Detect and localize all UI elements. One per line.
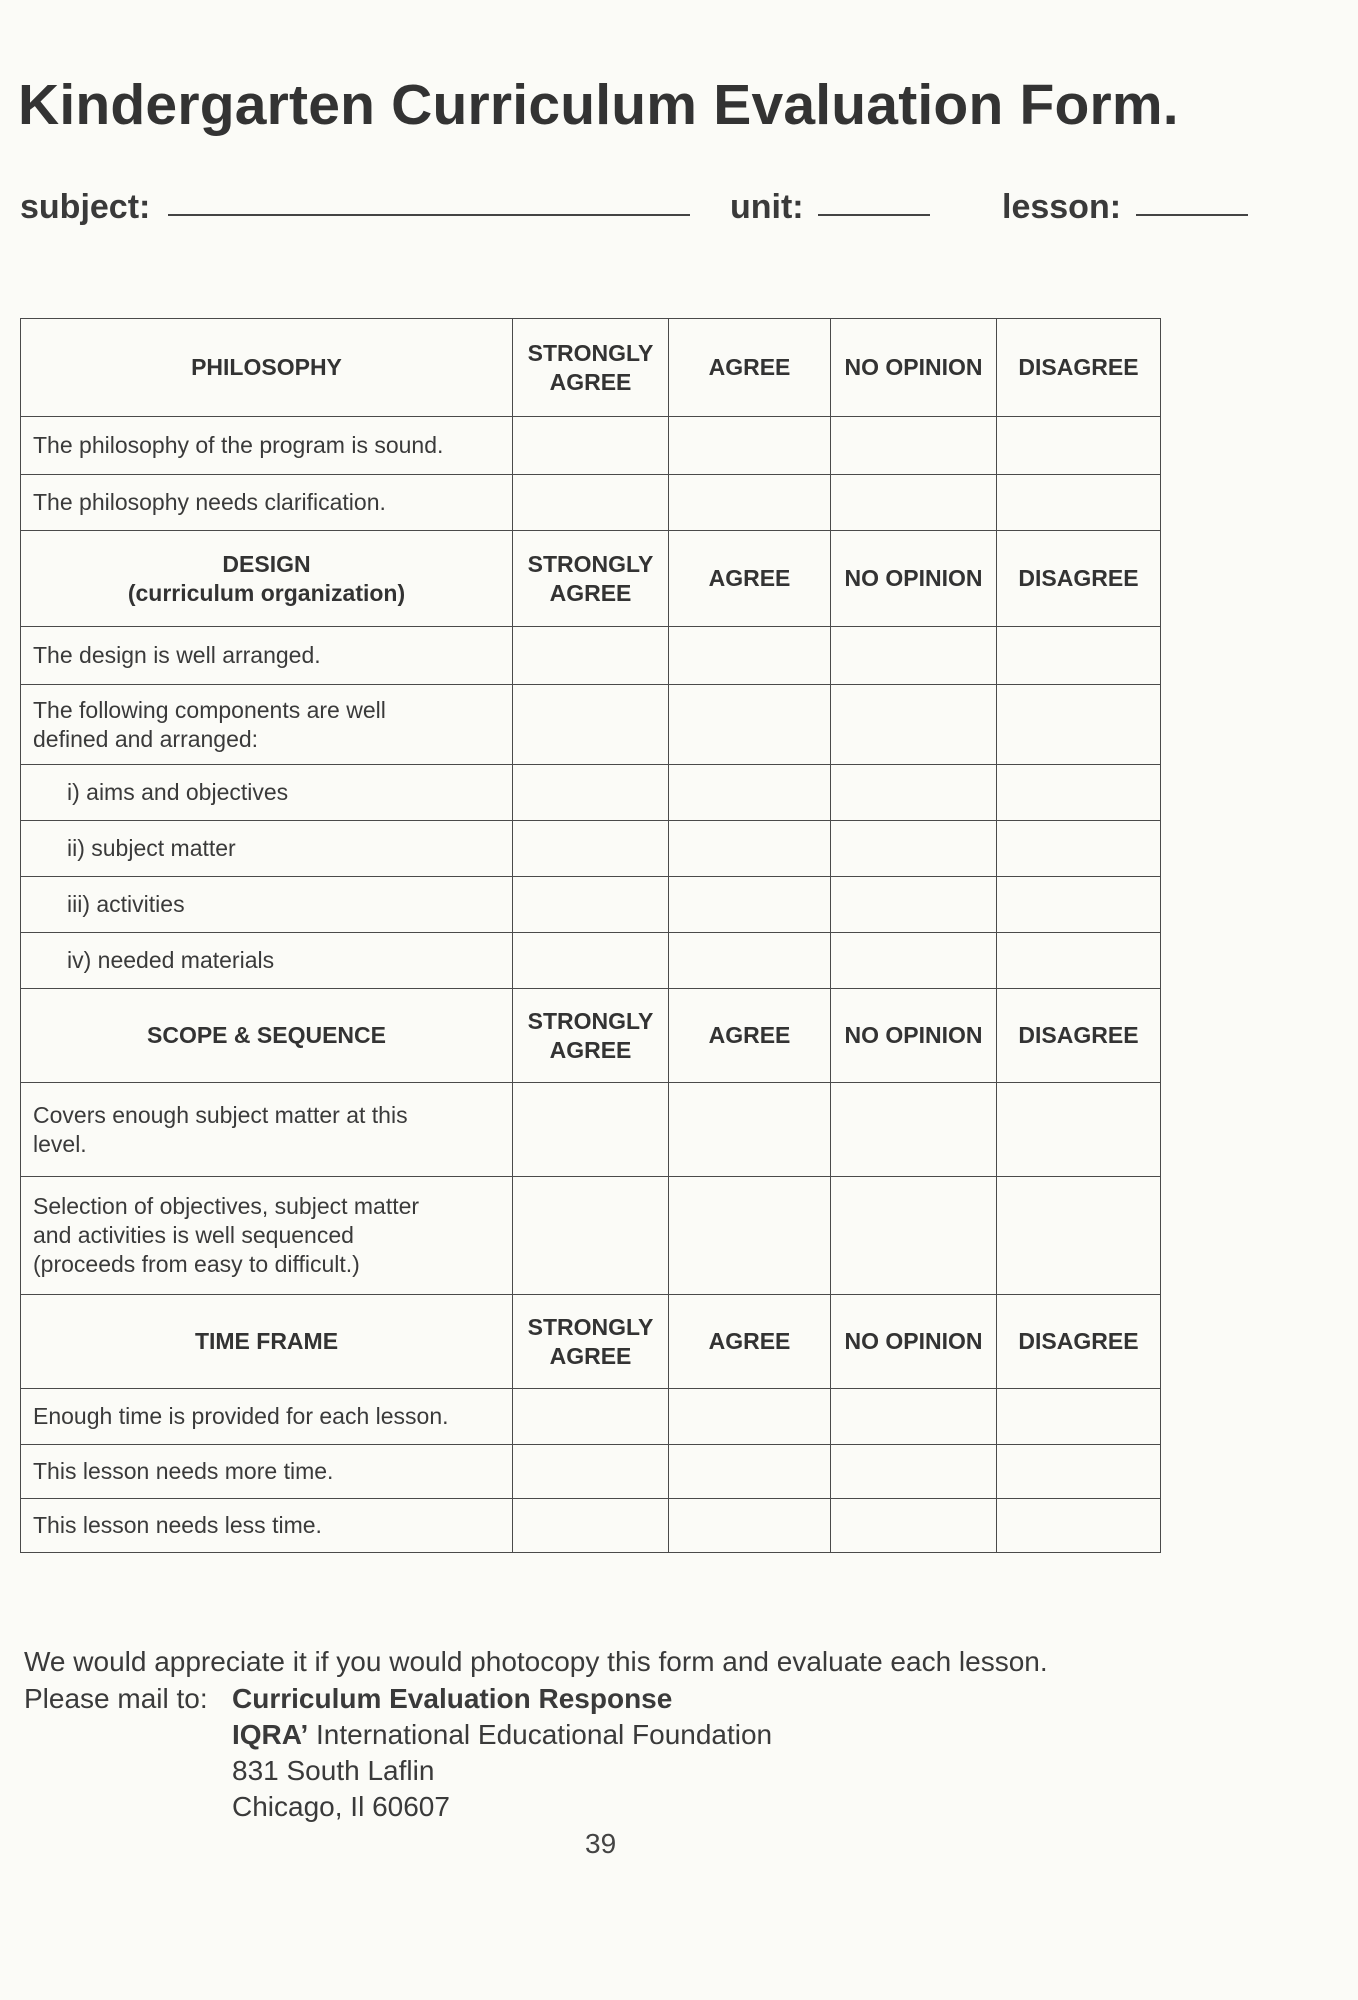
rating-cell[interactable] bbox=[997, 685, 1161, 765]
rating-header: NO OPINION bbox=[831, 1295, 997, 1389]
rating-header: AGREE bbox=[669, 989, 831, 1083]
rating-cell[interactable] bbox=[669, 1499, 831, 1553]
rating-cell[interactable] bbox=[831, 475, 997, 531]
rating-cell[interactable] bbox=[997, 1499, 1161, 1553]
table-row bbox=[21, 1499, 1161, 1553]
rating-cell[interactable] bbox=[997, 1177, 1161, 1295]
rating-cell[interactable] bbox=[669, 1445, 831, 1499]
rating-cell[interactable] bbox=[997, 417, 1161, 475]
address-name: Curriculum Evaluation Response bbox=[232, 1683, 673, 1714]
section-title: TIME FRAME bbox=[21, 1295, 513, 1389]
rating-header: DISAGREE bbox=[997, 989, 1161, 1083]
page-title: Kindergarten Curriculum Evaluation Form. bbox=[18, 73, 1179, 137]
rating-cell[interactable] bbox=[831, 627, 997, 685]
rating-cell[interactable] bbox=[513, 765, 669, 821]
statement-text: The philosophy of the program is sound. bbox=[21, 417, 513, 475]
rating-header: STRONGLY AGREE bbox=[513, 319, 669, 417]
rating-cell[interactable] bbox=[513, 933, 669, 989]
statement-text: Enough time is provided for each lesson. bbox=[21, 1389, 513, 1445]
organization-name-bold: IQRA’ bbox=[232, 1719, 309, 1750]
rating-cell[interactable] bbox=[997, 1389, 1161, 1445]
section-title: PHILOSOPHY bbox=[21, 319, 513, 417]
rating-cell[interactable] bbox=[513, 1389, 669, 1445]
statement-text: The design is well arranged. bbox=[21, 627, 513, 685]
statement-text: Covers enough subject matter at this level. bbox=[21, 1083, 513, 1177]
rating-cell[interactable] bbox=[831, 1177, 997, 1295]
statement-text: iii) activities bbox=[21, 877, 513, 933]
rating-cell[interactable] bbox=[997, 821, 1161, 877]
rating-cell[interactable] bbox=[513, 627, 669, 685]
rating-cell[interactable] bbox=[513, 1083, 669, 1177]
rating-cell[interactable] bbox=[831, 1445, 997, 1499]
rating-header: NO OPINION bbox=[831, 531, 997, 627]
mail-to-label: Please mail to: bbox=[24, 1683, 208, 1714]
rating-cell[interactable] bbox=[997, 627, 1161, 685]
rating-cell[interactable] bbox=[513, 1445, 669, 1499]
rating-cell[interactable] bbox=[513, 417, 669, 475]
rating-cell[interactable] bbox=[669, 417, 831, 475]
rating-cell[interactable] bbox=[997, 877, 1161, 933]
organization-name-rest: International Educational Foundation bbox=[308, 1719, 773, 1750]
rating-cell[interactable] bbox=[513, 821, 669, 877]
address-organization bbox=[232, 1719, 772, 1751]
rating-cell[interactable] bbox=[669, 1083, 831, 1177]
rating-header: STRONGLY AGREE bbox=[513, 531, 669, 627]
statement-text: This lesson needs more time. bbox=[21, 1445, 513, 1499]
rating-cell[interactable] bbox=[513, 877, 669, 933]
rating-cell[interactable] bbox=[831, 933, 997, 989]
table-row bbox=[21, 417, 1161, 475]
rating-cell[interactable] bbox=[831, 685, 997, 765]
rating-header: DISAGREE bbox=[997, 319, 1161, 417]
address-street: 831 South Laflin bbox=[232, 1755, 435, 1786]
table-row bbox=[21, 1389, 1161, 1445]
rating-cell[interactable] bbox=[831, 1499, 997, 1553]
table-row bbox=[21, 933, 1161, 989]
section-header-row bbox=[21, 989, 1161, 1083]
table-row bbox=[21, 1177, 1161, 1295]
lesson-field[interactable] bbox=[1136, 214, 1248, 216]
rating-cell[interactable] bbox=[997, 765, 1161, 821]
rating-cell[interactable] bbox=[669, 1389, 831, 1445]
rating-cell[interactable] bbox=[831, 1083, 997, 1177]
rating-header: NO OPINION bbox=[831, 989, 997, 1083]
address-city: Chicago, Il 60607 bbox=[232, 1791, 450, 1822]
unit-label: unit: bbox=[730, 188, 804, 226]
section-header-row bbox=[21, 531, 1161, 627]
table-row bbox=[21, 475, 1161, 531]
table-row bbox=[21, 765, 1161, 821]
rating-header: DISAGREE bbox=[997, 531, 1161, 627]
rating-cell[interactable] bbox=[997, 1445, 1161, 1499]
rating-header: STRONGLY AGREE bbox=[513, 1295, 669, 1389]
statement-text: ii) subject matter bbox=[21, 821, 513, 877]
rating-cell[interactable] bbox=[831, 417, 997, 475]
statement-text: Selection of objectives, subject matter and activities is well sequenced (proceeds from easy to difficult.) bbox=[21, 1177, 513, 1295]
rating-header: AGREE bbox=[669, 319, 831, 417]
statement-text: i) aims and objectives bbox=[21, 765, 513, 821]
section-header-row bbox=[21, 1295, 1161, 1389]
unit-field[interactable] bbox=[818, 214, 930, 216]
rating-cell[interactable] bbox=[831, 765, 997, 821]
rating-cell[interactable] bbox=[669, 685, 831, 765]
rating-cell[interactable] bbox=[669, 475, 831, 531]
lesson-label: lesson: bbox=[1002, 188, 1122, 226]
footer-note: We would appreciate it if you would photocopy this form and evaluate each lesson. bbox=[24, 1646, 1048, 1677]
rating-header: AGREE bbox=[669, 1295, 831, 1389]
rating-cell[interactable] bbox=[831, 1389, 997, 1445]
rating-cell[interactable] bbox=[669, 1177, 831, 1295]
rating-cell[interactable] bbox=[669, 765, 831, 821]
rating-header: DISAGREE bbox=[997, 1295, 1161, 1389]
evaluation-table bbox=[20, 318, 1161, 1553]
rating-header: AGREE bbox=[669, 531, 831, 627]
rating-cell[interactable] bbox=[997, 933, 1161, 989]
table-row bbox=[21, 627, 1161, 685]
table-row bbox=[21, 1445, 1161, 1499]
table-row bbox=[21, 821, 1161, 877]
rating-cell[interactable] bbox=[513, 1499, 669, 1553]
page-number: 39 bbox=[585, 1828, 617, 1859]
rating-cell[interactable] bbox=[997, 475, 1161, 531]
subject-label: subject: bbox=[20, 188, 151, 226]
rating-cell[interactable] bbox=[669, 821, 831, 877]
rating-cell[interactable] bbox=[513, 475, 669, 531]
rating-cell[interactable] bbox=[669, 933, 831, 989]
rating-cell[interactable] bbox=[669, 877, 831, 933]
rating-cell[interactable] bbox=[997, 1083, 1161, 1177]
section-header-row bbox=[21, 319, 1161, 417]
section-title: SCOPE & SEQUENCE bbox=[21, 989, 513, 1083]
statement-text: The philosophy needs clarification. bbox=[21, 475, 513, 531]
section-title: DESIGN (curriculum organization) bbox=[21, 531, 513, 627]
table-row bbox=[21, 1083, 1161, 1177]
table-row bbox=[21, 685, 1161, 765]
rating-header: STRONGLY AGREE bbox=[513, 989, 669, 1083]
rating-cell[interactable] bbox=[831, 877, 997, 933]
subject-field[interactable] bbox=[168, 214, 690, 216]
rating-cell[interactable] bbox=[513, 685, 669, 765]
statement-text: The following components are well defined and arranged: bbox=[21, 685, 513, 765]
statement-text: iv) needed materials bbox=[21, 933, 513, 989]
statement-text: This lesson needs less time. bbox=[21, 1499, 513, 1553]
rating-cell[interactable] bbox=[831, 821, 997, 877]
rating-cell[interactable] bbox=[513, 1177, 669, 1295]
table-row bbox=[21, 877, 1161, 933]
rating-header: NO OPINION bbox=[831, 319, 997, 417]
rating-cell[interactable] bbox=[669, 627, 831, 685]
